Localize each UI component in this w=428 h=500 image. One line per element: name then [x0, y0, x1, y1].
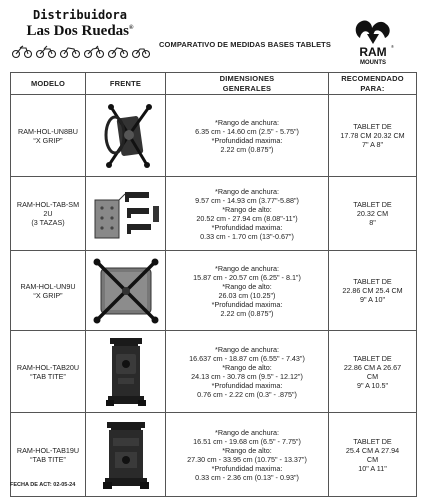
model-nickname: (3 TAZAS): [31, 218, 65, 227]
dimension-line: *Rango de alto:: [222, 204, 272, 214]
dimension-line: *Rango de alto:: [222, 281, 272, 291]
header-recommended-2: PARA:: [360, 83, 385, 93]
dimension-line: *Profundidad maxima:: [211, 222, 283, 232]
table-row: [11, 251, 417, 331]
dimensions-cell: [166, 331, 329, 413]
update-date: FECHA DE ACT: 02-05-24: [10, 482, 76, 488]
brand-registered-mark: ®: [129, 25, 134, 31]
ram-brand-text: RAM: [359, 45, 387, 59]
recommended-line: 22.86 CM A 26.67: [343, 362, 402, 372]
recommended-line: TABLET DE: [353, 436, 392, 446]
dimension-line: 9.57 cm - 14.93 cm (3.77"-5.88"): [195, 195, 299, 205]
x-grip-holder-image: [91, 99, 161, 173]
header-dimensions-1: DIMENSIONES: [219, 74, 275, 84]
dimension-line: 16.637 cm - 18.87 cm (6.55" - 7.43"): [189, 353, 305, 363]
dimension-line: *Profundidad maxima:: [211, 380, 283, 390]
dimension-line: *Profundidad maxima:: [211, 299, 283, 309]
model-cell: [11, 95, 86, 177]
distributor-logo: [10, 8, 150, 64]
dimension-line: 16.51 cm - 19.68 cm (6.5" - 7.75"): [193, 436, 301, 446]
ram-mounts-logo: [350, 16, 396, 68]
recommended-cell: [329, 413, 417, 497]
brand-main-text: [10, 23, 150, 40]
recommended-line: 20.32 CM: [356, 209, 389, 218]
dimension-line: 20.52 cm - 27.94 cm (8.08"-11"): [196, 213, 298, 223]
recommended-line: TABLET DE: [353, 353, 392, 363]
recommended-cell: [329, 331, 417, 413]
model-nickname: “X GRIP”: [33, 135, 63, 145]
dimensions-cell: [166, 413, 329, 497]
dimensions-cell: [166, 251, 329, 331]
recommended-line: 22.86 CM 25.4 CM: [342, 286, 403, 295]
recommended-line: 25.4 CM A 27.94: [345, 445, 400, 455]
product-image-cell: [86, 331, 166, 413]
model-cell: [11, 177, 86, 251]
dimension-line: *Rango de anchura:: [215, 344, 279, 354]
recommended-line: TABLET DE: [353, 122, 392, 131]
x-grip-tablet-image: [89, 256, 163, 326]
recommended-line: 9" A 10.5": [356, 380, 389, 390]
header-dimensions-2: GENERALES: [222, 83, 272, 93]
recommended-line: CM: [366, 371, 379, 381]
brand-main-name: Las Dos Ruedas: [26, 23, 130, 39]
product-image-cell: [86, 413, 166, 497]
model-cell: [11, 331, 86, 413]
product-image-cell: [86, 95, 166, 177]
ram-registered-mark: ®: [391, 44, 394, 49]
ram-sub-text: MOUNTS: [360, 60, 386, 66]
product-image-cell: [86, 251, 166, 331]
tab-tite-holder-image: [96, 334, 156, 410]
tab-cups-holder-image: [89, 182, 163, 246]
dimension-line: 0.33 cm - 2.36 cm (0.13" - 0.93"): [195, 472, 299, 482]
dimension-line: *Profundidad maxima:: [211, 135, 283, 145]
dimension-line: 2.22 cm (0.875"): [220, 308, 274, 318]
dimension-line: *Rango de anchura:: [215, 427, 279, 437]
recommended-cell: [329, 95, 417, 177]
header-model: MODELO: [11, 73, 86, 95]
dimension-line: 2.22 cm (0.875"): [220, 144, 274, 154]
recommended-cell: [329, 251, 417, 331]
table-row: [11, 177, 417, 251]
dimensions-cell: [166, 177, 329, 251]
dimension-line: 24.13 cm - 30.78 cm (9.5" - 12.12"): [191, 371, 303, 381]
dimension-line: 26.03 cm (10.25"): [218, 290, 276, 300]
model-name: RAM-HOL-UN9U: [20, 281, 76, 291]
product-image-cell: [86, 177, 166, 251]
model-name: RAM-HOL-UN8BU: [18, 126, 78, 136]
page-title: COMPARATIVO DE MEDIDAS BASES TABLETS: [159, 40, 331, 49]
dimension-line: *Profundidad maxima:: [211, 463, 283, 473]
model-name: RAM-HOL-TAB19U: [16, 445, 80, 455]
model-cell: [11, 251, 86, 331]
model-name: RAM-HOL-TAB20U: [16, 362, 80, 372]
model-nickname: “TAB TITE”: [30, 454, 66, 464]
header-recommended: [329, 73, 417, 95]
recommended-line: 8": [369, 218, 376, 227]
dimensions-cell: [166, 95, 329, 177]
model-nickname: “TAB TITE”: [30, 371, 66, 381]
table-header-row: [11, 73, 417, 95]
tab-tite-large-holder-image: [95, 416, 157, 494]
page-header: [0, 0, 428, 72]
table-row: [11, 331, 417, 413]
dimension-line: *Rango de anchura:: [215, 117, 279, 127]
recommended-line: TABLET DE: [353, 200, 392, 209]
dimension-line: *Rango de alto:: [222, 445, 272, 455]
recommended-line: TABLET DE: [353, 277, 392, 286]
dimension-line: *Rango de alto:: [222, 362, 272, 372]
header-dimensions: [166, 73, 329, 95]
dimension-line: 6.35 cm - 14.60 cm (2.5" - 5.75"): [195, 126, 299, 136]
recommended-line: 10" A 11": [358, 463, 387, 473]
dimension-line: 15.87 cm - 20.57 cm (6.25" - 8.1"): [193, 272, 301, 282]
comparison-table: [10, 72, 417, 497]
dimension-line: 0.33 cm - 1.70 cm (13"-0.67"): [200, 231, 294, 241]
header-recommended-1: RECOMENDADO: [341, 74, 404, 84]
recommended-line: 17.78 CM 20.32 CM: [340, 131, 405, 140]
motorcycle-icons: [10, 43, 150, 59]
brand-top-text: Distribuidora: [33, 8, 127, 22]
dimension-line: 0.76 cm - 2.22 cm (0.3" - .875"): [197, 389, 297, 399]
model-name-suffix: 2U: [43, 209, 53, 218]
model-nickname: “X GRIP”: [33, 290, 63, 300]
recommended-line: 7" A 8": [361, 140, 384, 149]
dimension-line: 27.30 cm - 33.95 cm (10.75" - 13.37"): [187, 454, 307, 464]
recommended-line: CM: [366, 454, 379, 464]
model-name: RAM-HOL-TAB-SM: [16, 200, 80, 209]
table-row: [11, 95, 417, 177]
recommended-cell: [329, 177, 417, 251]
dimension-line: *Rango de anchura:: [215, 186, 279, 196]
dimension-line: *Rango de anchura:: [215, 263, 279, 273]
header-front: FRENTE: [86, 73, 166, 95]
recommended-line: 9" A 10": [359, 295, 386, 304]
